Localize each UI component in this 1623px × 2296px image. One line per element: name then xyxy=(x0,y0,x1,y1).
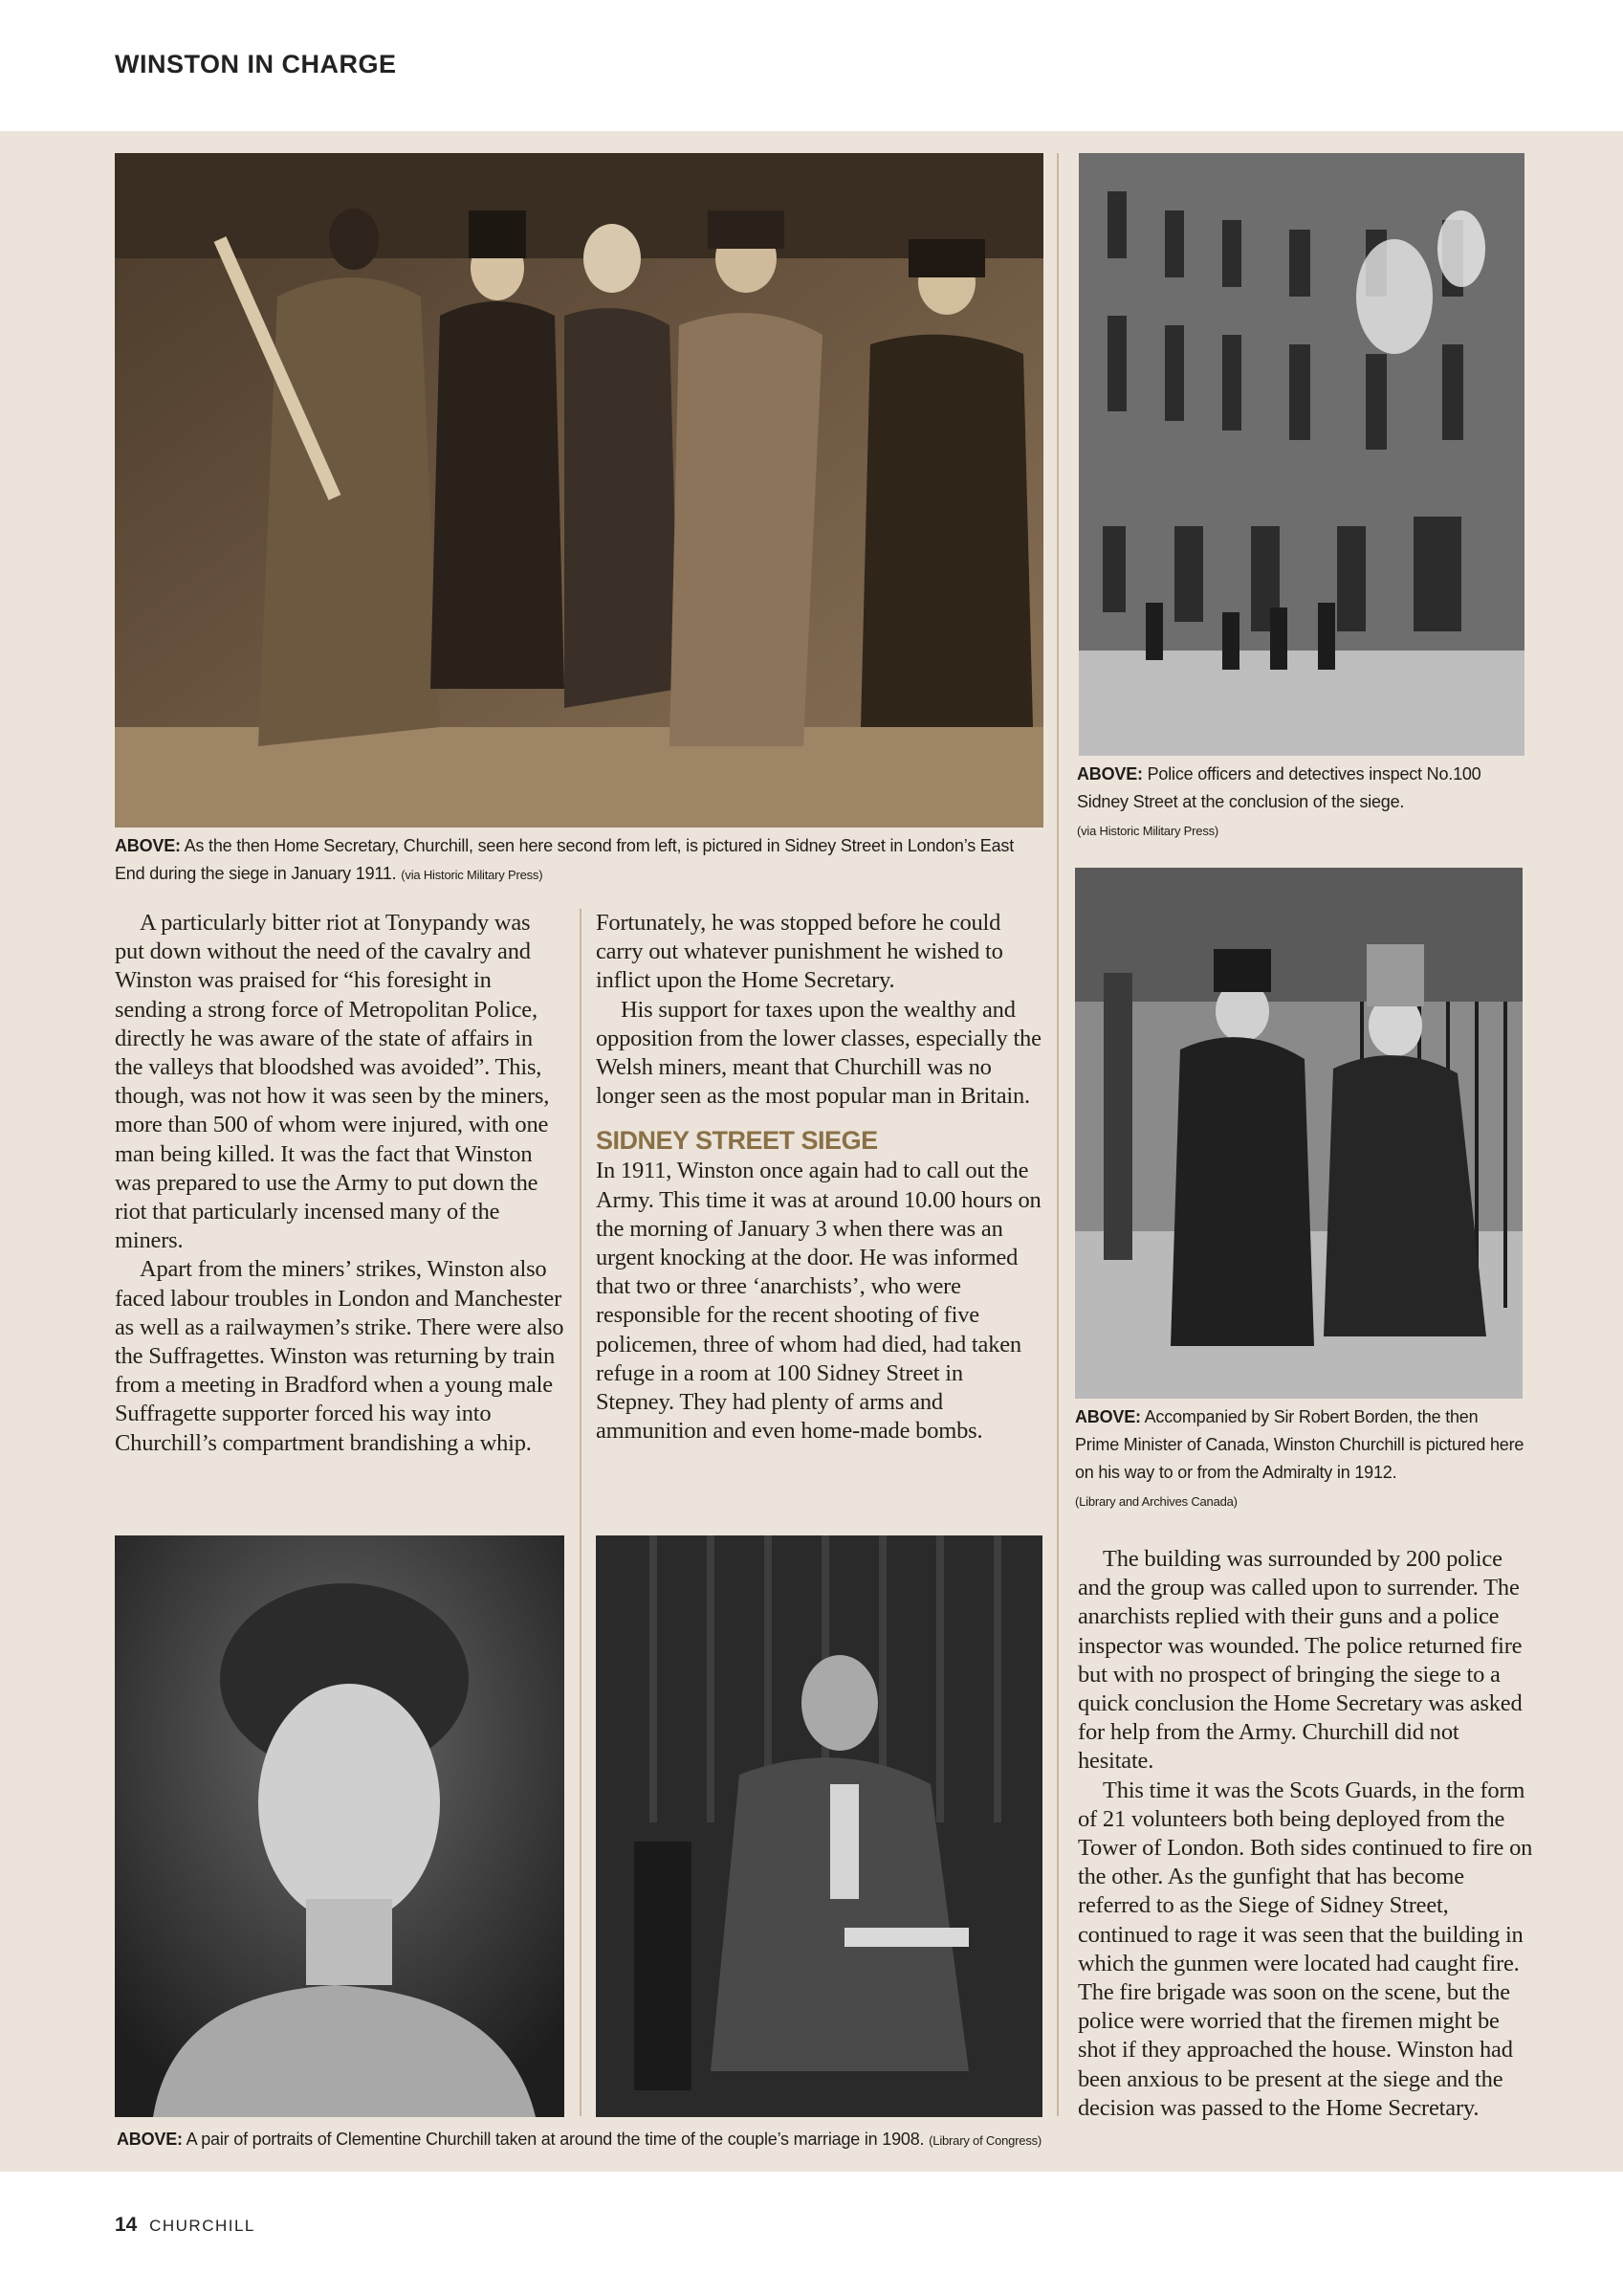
photo-churchill-borden xyxy=(1075,868,1523,1399)
section-header: WINSTON IN CHARGE xyxy=(115,50,397,78)
caption-credit: (Library and Archives Canada) xyxy=(1075,1494,1238,1509)
article-column-3 xyxy=(1078,1545,1535,2123)
paragraph: Fortunately, he was stopped before he could carry out whatever punishment he wished to inflict upon the Home Secretary. xyxy=(596,910,1003,994)
caption-crowd xyxy=(115,832,1047,889)
column-rule-right xyxy=(1057,153,1059,2116)
page-footer xyxy=(115,2214,255,2237)
caption-text: Accompanied by Sir Robert Borden, the then Prime Minister of Canada, Winston Churchill is pictured here on his way to or from the Admiralty in 1912. xyxy=(1075,1407,1524,1482)
caption-lead: ABOVE: xyxy=(115,836,181,855)
paragraph: Apart from the miners’ strikes, Winston also faced labour troubles in London and Manchester as well as a railwaymen’s strike. There were also the Suffragettes. Winston was returning by train from a meeting in Bradford when a young male Suffragette supporter forced his way into Churchill’s compartment brandishing a whip. xyxy=(115,1256,564,1456)
article-column-2 xyxy=(596,909,1042,1446)
caption-lead: ABOVE: xyxy=(1075,1407,1141,1426)
photo-sidney-street-crowd xyxy=(115,153,1043,828)
caption-churchill-borden xyxy=(1075,1403,1524,1515)
caption-credit: (Library of Congress) xyxy=(929,2133,1042,2148)
caption-lead: ABOVE: xyxy=(117,2130,183,2149)
paragraph: The building was surrounded by 200 police and the group was called upon to surrender. The anarchists replied with their guns and a police inspector was wounded. The police returned fire but with no prospect of bringing the siege to a quick conclusion the Home Secretary was asked for help from the Army. Churchill did not hesitate. xyxy=(1078,1546,1523,1775)
article-column-1 xyxy=(115,909,564,1458)
magazine-name: CHURCHILL xyxy=(149,2217,255,2235)
caption-text: A pair of portraits of Clementine Churchill taken at around the time of the couple’s marriage in 1908. xyxy=(186,2130,925,2149)
caption-credit: (via Historic Military Press) xyxy=(401,868,543,882)
paragraph: His support for taxes upon the wealthy and opposition from the lower classes, especially the Welsh miners, meant that Churchill was no longer seen as the most popular man in Britain. xyxy=(596,996,1042,1110)
caption-lead: ABOVE: xyxy=(1077,764,1143,784)
paragraph: A particularly bitter riot at Tonypandy was put down without the need of the cavalry and Winston was praised for “his foresight in sending a strong force of Metropolitan Police, directly he was aware of the state of affairs in the valleys that bloodshed was avoided”. This, though, was not how it was seen by the miners, more than 500 of whom were injured, with one man being killed. It was the fact that Winston was prepared to use the Army to put down the riot that particularly incensed many of the miners. xyxy=(115,910,550,1254)
column-rule-left xyxy=(580,909,581,2116)
caption-building xyxy=(1077,761,1526,845)
photo-sidney-street-building xyxy=(1079,153,1524,756)
caption-credit: (via Historic Military Press) xyxy=(1077,824,1219,838)
caption-clementine xyxy=(117,2126,1054,2154)
subheading: SIDNEY STREET SIEGE xyxy=(596,1126,878,1156)
page-number: 14 xyxy=(115,2214,138,2236)
photo-clementine-portrait-1 xyxy=(115,1535,564,2117)
paragraph: This time it was the Scots Guards, in the form of 21 volunteers both being deployed from the Tower of London. Both sides continued to fire on the other. As the gunfight that has become referred to as the Siege of Sidney Street, continued to rage it was seen that the building in which the gunmen were located had caught fire. The fire brigade was soon on the scene, but the police were worried that the firemen might be shot if they approached the house. Winston had been anxious to be present at the siege and the decision was passed to the Home Secretary. xyxy=(1078,1777,1533,2121)
caption-text: Police officers and detectives inspect No.100 Sidney Street at the conclusion of the siege. xyxy=(1077,764,1481,811)
caption-text: As the then Home Secretary, Churchill, seen here second from left, is pictured in Sidney Street in London’s East End during the siege in January 1911. xyxy=(115,836,1015,883)
paragraph: In 1911, Winston once again had to call out the Army. This time it was at around 10.00 hours on the morning of January 3 when there was an urgent knocking at the door. He was informed that two or three ‘anarchists’, who were responsible for the recent shooting of five policemen, three of whom had died, had taken refuge in a room at 100 Sidney Street in Stepney. They had plenty of arms and ammunition and even home-made bombs. xyxy=(596,1158,1042,1445)
photo-clementine-portrait-2 xyxy=(596,1535,1042,2117)
